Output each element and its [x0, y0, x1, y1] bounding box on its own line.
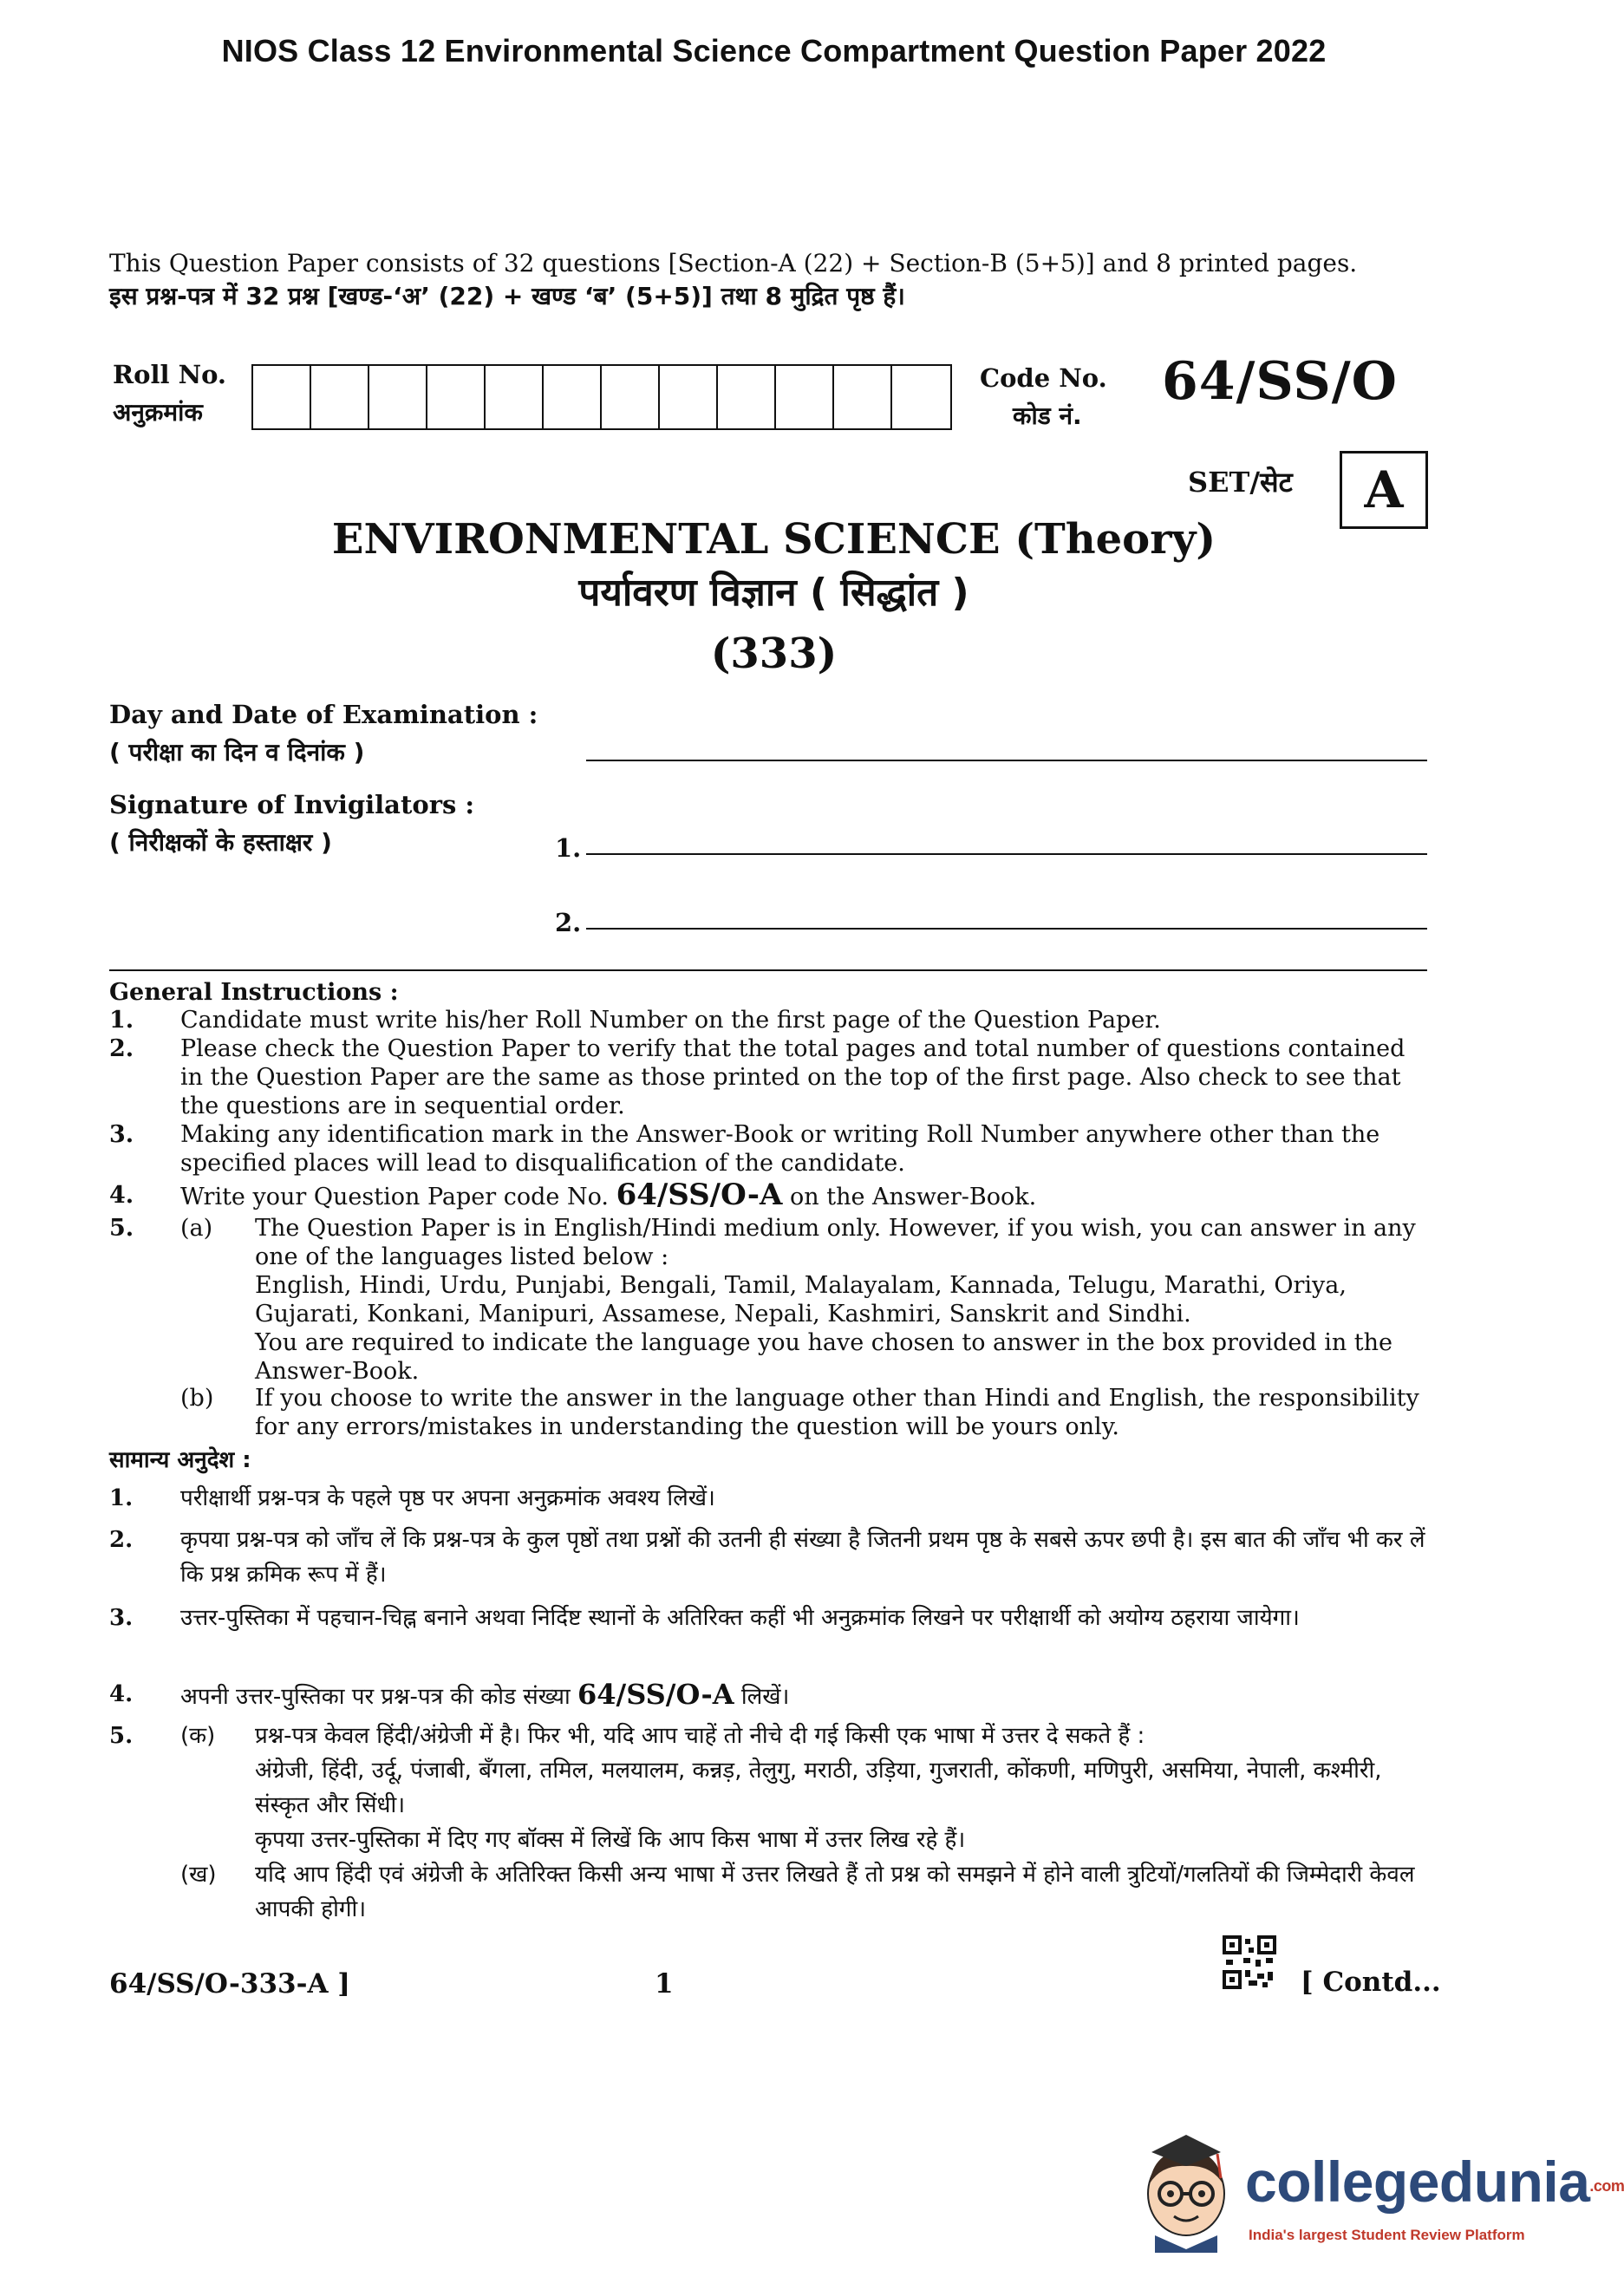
instruction-sub-label: (b)	[180, 1385, 214, 1412]
roll-number-boxes[interactable]	[251, 364, 952, 430]
instruction-number: 3.	[109, 1121, 134, 1148]
instruction-text: परीक्षार्थी प्रश्न-पत्र के पहले पृष्ठ पर अपना अनुक्रमांक अवश्य लिखें।	[180, 1485, 715, 1511]
section-divider	[109, 969, 1427, 971]
instruction-text: on the Answer-Book.	[790, 1184, 1037, 1210]
instruction-text: प्रश्न-पत्र केवल हिंदी/अंग्रेजी में है। फिर भी, यदि आप चाहें तो नीचे दी गई किसी एक भाषा में उत्तर दे सकते हैं :	[255, 1723, 1145, 1749]
paper-title-hi: पर्यावरण विज्ञान ( सिद्धांत )	[578, 571, 969, 615]
instruction-text: यदि आप हिंदी एवं अंग्रेजी के अतिरिक्त किसी अन्य भाषा में उत्तर लिखते हैं तो प्रश्न को समझने में होने वाली त्रुटियों/गलतियों की जिम्मेदारी केवल आपकी होगी।	[255, 1862, 1415, 1922]
exam-date-line[interactable]	[586, 760, 1427, 761]
instruction-number: 2.	[109, 1527, 134, 1553]
instruction-text: कृपया उत्तर-पुस्तिका में दिए गए बॉक्स में लिखें कि आप किस भाषा में उत्तर लिख रहे हैं।	[255, 1827, 966, 1853]
page-banner: NIOS Class 12 Environmental Science Compartment Question Paper 2022	[221, 33, 1327, 69]
invigilator-label-hi: ( निरीक्षकों के हस्ताक्षर )	[109, 828, 332, 857]
code-number: 64/SS/O	[1162, 351, 1398, 412]
roll-number-cell[interactable]	[369, 366, 427, 428]
instruction-text: Candidate must write his/her Roll Number on the first page of the Question Paper.	[180, 1007, 1161, 1034]
roll-number-cell[interactable]	[718, 366, 776, 428]
exam-date-label-hi: ( परीक्षा का दिन व दिनांक )	[109, 738, 365, 767]
code-label-hi: कोड नं.	[1013, 401, 1082, 430]
roll-number-cell[interactable]	[427, 366, 486, 428]
language-list: English, Hindi, Urdu, Punjabi, Bengali, Tamil, Malayalam, Kannada, Telugu, Marathi, Oriya, Gujarati, Konkani, Manipuri, Assamese, Nepali, Kashmiri, Sanskrit and Sindhi.	[255, 1272, 1347, 1328]
qr-code-icon	[1223, 1935, 1276, 1989]
instruction-text: The Question Paper is in English/Hindi medium only. However, if you wish, you can answer in any one of the languages listed below :	[255, 1215, 1416, 1270]
hindi-instructions-heading: सामान्य अनुदेश :	[109, 1447, 251, 1473]
roll-number-cell[interactable]	[486, 366, 544, 428]
instruction-number: 4.	[109, 1681, 134, 1707]
roll-number-cell[interactable]	[253, 366, 311, 428]
invigilator-label-en: Signature of Invigilators :	[109, 790, 475, 819]
roll-number-cell[interactable]	[602, 366, 660, 428]
roll-number-cell[interactable]	[660, 366, 718, 428]
instruction-sub-label: (ख)	[180, 1862, 217, 1888]
roll-label-hi: अनुक्रमांक	[113, 398, 203, 427]
instruction-number: 3.	[109, 1605, 134, 1631]
roll-number-cell[interactable]	[892, 366, 950, 428]
intro-english: This Question Paper consists of 32 questions [Section-A (22) + Section-B (5+5)] and 8 printed pages.	[109, 249, 1358, 277]
instruction-text: उत्तर-पुस्तिका में पहचान-चिह्न बनाने अथवा निर्दिष्ट स्थानों के अतिरिक्त कहीं भी अनुक्रमांक लिखने पर परीक्षार्थी को अयोग्य ठहराया जायेगा।	[180, 1605, 1300, 1631]
page-number: 1	[655, 1968, 674, 2000]
intro-hindi: इस प्रश्न-पत्र में 32 प्रश्न [खण्ड-‘अ’ (22) + खण्ड ‘ब’ (5+5)] तथा 8 मुद्रित पृष्ठ हैं।	[109, 282, 905, 310]
brand-name: collegedunia	[1245, 2150, 1590, 2214]
roll-number-cell[interactable]	[776, 366, 834, 428]
exam-date-label-en: Day and Date of Examination :	[109, 700, 538, 729]
mascot-logo-icon	[1134, 2123, 1238, 2253]
question-paper-code: 64/SS/O-A	[577, 1678, 734, 1711]
roll-number-cell[interactable]	[544, 366, 602, 428]
instruction-number: 1.	[109, 1485, 134, 1511]
brand-suffix: .com	[1589, 2177, 1624, 2195]
roll-number-cell[interactable]	[311, 366, 369, 428]
invigilator-2-number: 2.	[555, 908, 582, 937]
instruction-number: 5.	[109, 1723, 134, 1749]
instruction-text: If you choose to write the answer in the language other than Hindi and English, the responsibility for any errors/mistakes in understanding the question will be yours only.	[255, 1385, 1419, 1440]
general-instructions-heading: General Instructions :	[109, 979, 399, 1006]
instruction-text: कृपया प्रश्न-पत्र को जाँच लें कि प्रश्न-पत्र के कुल पृष्ठों तथा प्रश्नों की उतनी ही संख्या है जितनी प्रथम पृष्ठ के सबसे ऊपर छपी है। इस बात की जाँच भी कर लें कि प्रश्न क्रमिक रूप में हैं।	[180, 1527, 1425, 1588]
roll-number-cell[interactable]	[834, 366, 892, 428]
instruction-number: 1.	[109, 1007, 134, 1034]
invigilator-1-line[interactable]	[586, 853, 1427, 855]
footer-code: 64/SS/O-333-A ]	[109, 1968, 350, 2000]
invigilator-2-line[interactable]	[586, 928, 1427, 930]
instruction-text: अपनी उत्तर-पुस्तिका पर प्रश्न-पत्र की कोड संख्या	[180, 1684, 571, 1710]
invigilator-1-number: 1.	[555, 833, 582, 863]
paper-title-en: ENVIRONMENTAL SCIENCE (Theory)	[331, 515, 1216, 564]
instruction-number: 4.	[109, 1182, 134, 1209]
instruction-text: Making any identification mark in the Answer-Book or writing Roll Number anywhere other than the specified places will lead to disqualification of the candidate.	[180, 1121, 1380, 1177]
instruction-text: Please check the Question Paper to verify that the total pages and total number of questions contained in the Question Paper are the same as those printed on the top of the first page. Also check to see that the questions are in sequential order.	[180, 1035, 1406, 1119]
set-label: SET/सेट	[1188, 466, 1293, 499]
instruction-sub-label: (क)	[180, 1723, 216, 1749]
instruction-number: 5.	[109, 1215, 134, 1242]
instruction-text: Write your Question Paper code No.	[180, 1184, 609, 1210]
code-label-en: Code No.	[980, 363, 1107, 393]
question-paper-code: 64/SS/O-A	[616, 1178, 783, 1212]
contd-label: [ Contd...	[1301, 1967, 1441, 1998]
instruction-text: लिखें।	[740, 1684, 790, 1710]
instruction-sub-label: (a)	[180, 1215, 213, 1242]
brand-tagline: India's largest Student Review Platform	[1249, 2227, 1525, 2243]
brand-logo-text	[1245, 2149, 1624, 2215]
instruction-text: You are required to indicate the language you have chosen to answer in the box provided in the Answer-Book.	[255, 1329, 1393, 1385]
paper-subject-code: (333)	[710, 630, 838, 678]
set-box: A	[1340, 451, 1428, 529]
roll-label-en: Roll No.	[113, 360, 227, 389]
language-list: अंग्रेजी, हिंदी, उर्दू, पंजाबी, बँगला, तमिल, मलयालम, कन्नड़, तेलुगु, मराठी, उड़िया, गुजराती, कोंकणी, मणिपुरी, असमिया, नेपाली, कश्मीरी, संस्कृत और सिंधी।	[255, 1758, 1382, 1818]
instruction-number: 2.	[109, 1035, 134, 1062]
